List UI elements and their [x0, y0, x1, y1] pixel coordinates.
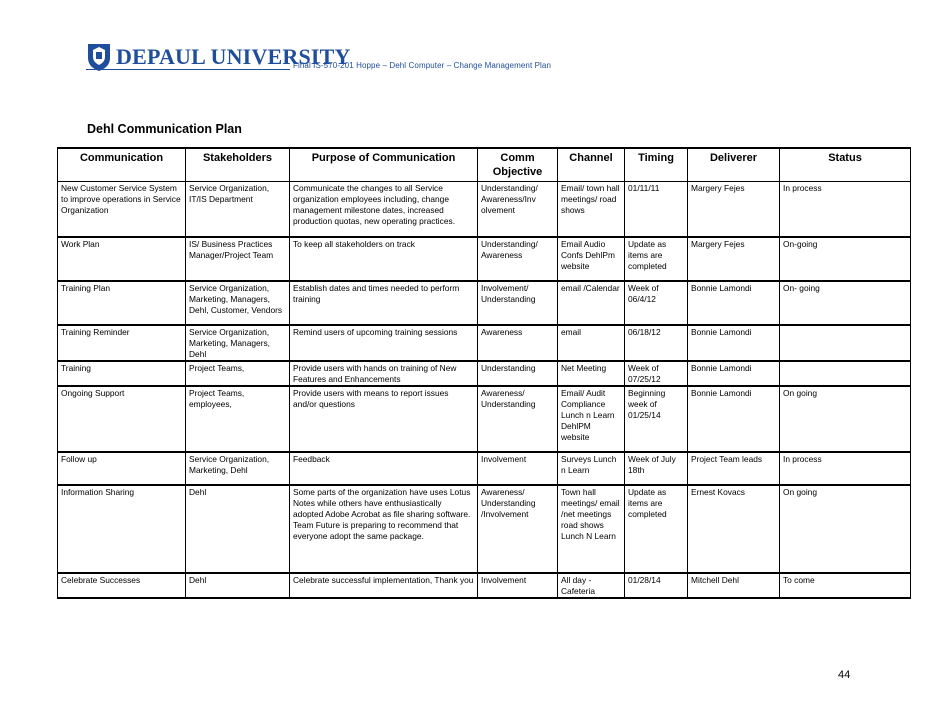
table-cell-timing: Update as items are completed: [625, 237, 688, 281]
column-header: Comm Objective: [478, 148, 558, 182]
table-cell-purpose: Some parts of the organization have uses Lotus Notes while others have enthusiastically adopted Adobe Acrobat as file sharing software. Team Future is preparing to recommend that everyone adopt the same package.: [290, 485, 478, 573]
table-cell-status: On going: [780, 485, 911, 573]
table-cell-purpose: Communicate the changes to all Service organization employees including, change management milestone dates, increased production quotas, new operating practices.: [290, 182, 478, 237]
table-cell-stakeholders: Dehl: [186, 485, 290, 573]
table-cell-status: On- going: [780, 281, 911, 325]
table-cell-communication: Information Sharing: [58, 485, 186, 573]
table-cell-channel: All day - Cafeteria: [558, 573, 625, 598]
depaul-seal-icon: [86, 42, 112, 72]
table-cell-communication: Training Plan: [58, 281, 186, 325]
table-cell-timing: 01/11/11: [625, 182, 688, 237]
table-cell-stakeholders: Service Organization, Marketing, Dehl: [186, 452, 290, 485]
communication-plan-table: [57, 147, 911, 599]
table-cell-communication: New Customer Service System to improve operations in Service Organization: [58, 182, 186, 237]
table-cell-stakeholders: Service Organization, IT/IS Department: [186, 182, 290, 237]
table-cell-status: [780, 361, 911, 386]
table-cell-communication: Celebrate Successes: [58, 573, 186, 598]
table-cell-objective: Understanding/ Awareness/Inv olvement: [478, 182, 558, 237]
table-cell-status: On going: [780, 386, 911, 452]
table-cell-communication: Follow up: [58, 452, 186, 485]
table-cell-deliverer: Bonnie Lamondi: [688, 325, 780, 361]
table-cell-stakeholders: Dehl: [186, 573, 290, 598]
table-cell-timing: Week of 06/4/12: [625, 281, 688, 325]
table-cell-deliverer: Ernest Kovacs: [688, 485, 780, 573]
table-row: [58, 386, 911, 452]
table-cell-objective: Awareness: [478, 325, 558, 361]
table-header-row: [58, 148, 911, 182]
table-cell-channel: email /Calendar: [558, 281, 625, 325]
table-row: [58, 325, 911, 361]
column-header: Purpose of Communication: [290, 148, 478, 182]
table-cell-deliverer: Bonnie Lamondi: [688, 361, 780, 386]
table-cell-channel: Email/ Audit Compliance Lunch n Learn DehlPM website: [558, 386, 625, 452]
table-cell-timing: Beginning week of 01/25/14: [625, 386, 688, 452]
table-cell-communication: Training: [58, 361, 186, 386]
table-cell-deliverer: Margery Fejes: [688, 237, 780, 281]
page-number: 44: [838, 669, 851, 681]
table-cell-stakeholders: Service Organization, Marketing, Managers, Dehl, Customer, Vendors: [186, 281, 290, 325]
table-cell-purpose: To keep all stakeholders on track: [290, 237, 478, 281]
column-header: Deliverer: [688, 148, 780, 182]
table-cell-channel: Surveys Lunch n Learn: [558, 452, 625, 485]
table-row: [58, 452, 911, 485]
table-cell-objective: Involvement/ Understanding: [478, 281, 558, 325]
table-cell-communication: Ongoing Support: [58, 386, 186, 452]
table-cell-communication: Work Plan: [58, 237, 186, 281]
table-cell-objective: Awareness/ Understanding: [478, 386, 558, 452]
table-cell-timing: 06/18/12: [625, 325, 688, 361]
header-rule: [86, 69, 290, 70]
table-cell-deliverer: Margery Fejes: [688, 182, 780, 237]
table-cell-channel: Email Audio Confs DehlPm website: [558, 237, 625, 281]
table-cell-deliverer: Project Team leads: [688, 452, 780, 485]
column-header: Status: [780, 148, 911, 182]
table-cell-deliverer: Bonnie Lamondi: [688, 281, 780, 325]
column-header: Stakeholders: [186, 148, 290, 182]
table-cell-purpose: Provide users with hands on training of New Features and Enhancements: [290, 361, 478, 386]
table-cell-channel: Net Meeting: [558, 361, 625, 386]
table-cell-purpose: Feedback: [290, 452, 478, 485]
table-cell-deliverer: Bonnie Lamondi: [688, 386, 780, 452]
table-cell-status: On-going: [780, 237, 911, 281]
running-head: Final IS-570-201 Hoppe – Dehl Computer – Change Management Plan: [293, 61, 552, 70]
table-row: [58, 182, 911, 237]
table-cell-status: In process: [780, 182, 911, 237]
table-cell-purpose: Remind users of upcoming training sessions: [290, 325, 478, 361]
table-cell-timing: Week of July 18th: [625, 452, 688, 485]
column-header: Timing: [625, 148, 688, 182]
table-cell-stakeholders: IS/ Business Practices Manager/Project Team: [186, 237, 290, 281]
table-cell-channel: email: [558, 325, 625, 361]
document-title: Dehl Communication Plan: [87, 122, 242, 136]
table-cell-status: [780, 325, 911, 361]
table-body: [58, 182, 911, 598]
table-cell-objective: Understanding: [478, 361, 558, 386]
table-cell-status: To come: [780, 573, 911, 598]
table-cell-objective: Involvement: [478, 452, 558, 485]
table-cell-objective: Involvement: [478, 573, 558, 598]
table-cell-purpose: Provide users with means to report issues and/or questions: [290, 386, 478, 452]
table-row: [58, 281, 911, 325]
column-header: Channel: [558, 148, 625, 182]
table-cell-objective: Understanding/ Awareness: [478, 237, 558, 281]
table-cell-purpose: Celebrate successful implementation, Thank you: [290, 573, 478, 598]
table-cell-stakeholders: Project Teams, employees,: [186, 386, 290, 452]
table-cell-channel: Email/ town hall meetings/ road shows: [558, 182, 625, 237]
table-row: [58, 485, 911, 573]
table-cell-deliverer: Mitchell Dehl: [688, 573, 780, 598]
table-cell-timing: Update as items are completed: [625, 485, 688, 573]
table-cell-status: In process: [780, 452, 911, 485]
table-cell-timing: 01/28/14: [625, 573, 688, 598]
table-cell-channel: Town hall meetings/ email /net meetings road shows Lunch N Learn: [558, 485, 625, 573]
table-cell-stakeholders: Service Organization, Marketing, Managers, Dehl: [186, 325, 290, 361]
table-cell-timing: Week of 07/25/12: [625, 361, 688, 386]
table-cell-stakeholders: Project Teams,: [186, 361, 290, 386]
column-header: Communication: [58, 148, 186, 182]
table-cell-communication: Training Reminder: [58, 325, 186, 361]
table-cell-objective: Awareness/ Understanding /Involvement: [478, 485, 558, 573]
table-row: [58, 237, 911, 281]
logo-text: DEPAUL UNIVERSITY: [116, 44, 351, 69]
table-row: [58, 361, 911, 386]
table-row: [58, 573, 911, 598]
table-cell-purpose: Establish dates and times needed to perform training: [290, 281, 478, 325]
